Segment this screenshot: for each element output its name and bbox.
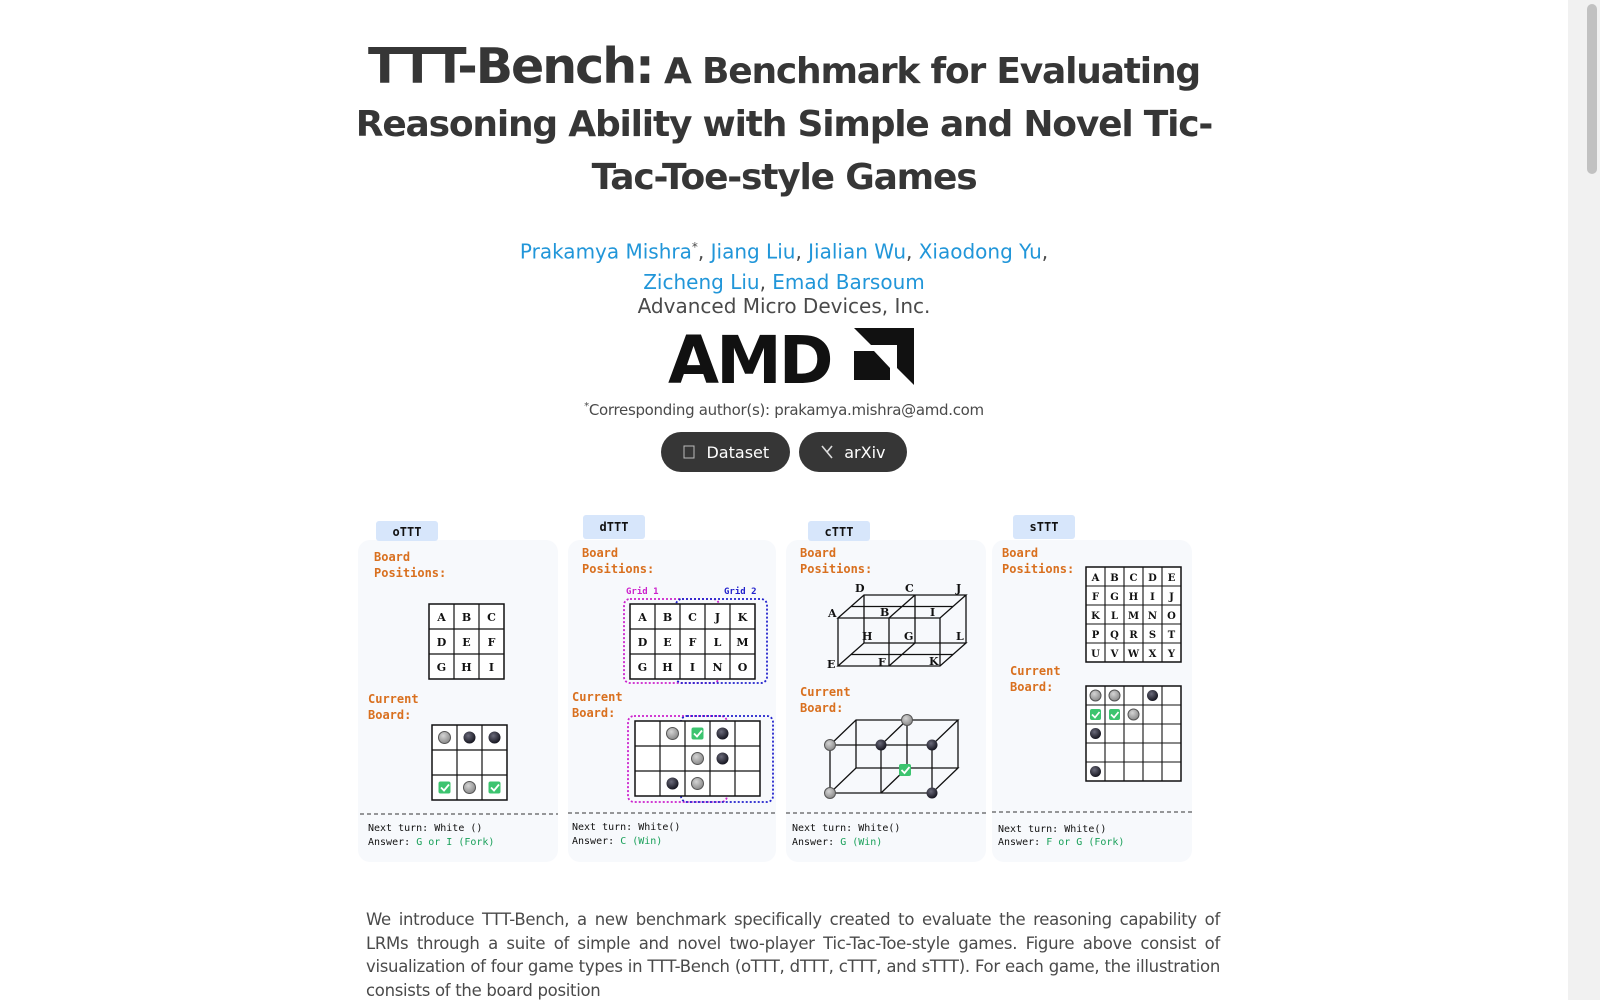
author-link[interactable]: Xiaodong Yu (918, 239, 1042, 264)
label-positions: Positions: (374, 566, 447, 580)
position-label: X (1148, 649, 1157, 660)
logo-text: AMD (668, 328, 831, 388)
svg-text:Board: Board (1002, 546, 1039, 560)
svg-text:I: I (930, 606, 936, 619)
svg-text:E: E (462, 636, 471, 649)
corr-mark: * (584, 401, 589, 412)
game-tag: cTTT (824, 525, 854, 539)
intro-paragraph: We introduce TTT-Bench, a new benchmark specifically created to evaluate the reasoning capability of LRMs through a suite of simple and novel two-player Tic-Tac-Toe-style games. Figure above consist of visualization of four game types in TTT-Bench (oTTT, dTTT, cTTT, and sTTT). For each game, the illustration consists of the board position (366, 910, 1220, 1000)
position-label: Y (1167, 649, 1176, 660)
page-title (350, 40, 1218, 204)
game-tag: sTTT (1029, 520, 1059, 534)
svg-text:D: D (637, 636, 648, 649)
position-label: P (1091, 630, 1100, 641)
svg-text:K: K (737, 611, 748, 624)
arxiv-icon (820, 445, 834, 459)
svg-text:Answer: G (Win): Answer: G (Win) (792, 837, 883, 848)
scrollbar-thumb[interactable] (1587, 4, 1597, 174)
svg-text:G: G (637, 661, 648, 674)
author-link[interactable]: Jialian Wu (808, 239, 907, 264)
link-buttons (0, 432, 1568, 472)
position-label: V (1110, 649, 1119, 660)
author-link[interactable]: Emad Barsoum (772, 269, 925, 294)
svg-text:Grid 1: Grid 1 (626, 587, 659, 597)
position-label: E (1167, 573, 1176, 584)
position-label: R (1129, 630, 1138, 641)
svg-text:M: M (736, 636, 749, 649)
position-label: O (1167, 611, 1176, 622)
svg-text:J: J (956, 582, 962, 595)
svg-text:N: N (712, 661, 723, 674)
position-label: W (1127, 649, 1140, 660)
position-label: U (1091, 649, 1100, 660)
dataset-label: Dataset (706, 442, 770, 462)
svg-text:Board:: Board: (368, 708, 412, 722)
corr-text: Corresponding author(s): prakamya.mishra@amd.com (588, 401, 984, 419)
svg-text:A: A (638, 611, 647, 624)
position-label: K (1091, 611, 1100, 622)
svg-text:J: J (714, 611, 721, 624)
svg-text:E: E (827, 658, 836, 671)
svg-text:Current: Current (572, 690, 623, 704)
position-label: A (1091, 573, 1100, 584)
svg-text:F: F (487, 636, 496, 649)
svg-text:Next turn: White(): Next turn: White() (998, 824, 1107, 835)
corresponding-note (350, 401, 1218, 419)
svg-text:Positions:: Positions: (582, 562, 655, 576)
position-label: S (1148, 630, 1157, 641)
position-label: M (1127, 611, 1140, 622)
svg-text:C: C (688, 611, 697, 624)
author-link[interactable]: Zicheng Liu (643, 269, 760, 294)
position-label: Q (1110, 630, 1119, 641)
panel-sttt (992, 515, 1192, 862)
svg-text:Current: Current (1010, 664, 1061, 678)
author-mark: * (691, 240, 698, 254)
position-label: D (1148, 573, 1157, 584)
svg-text:Positions:: Positions: (1002, 562, 1075, 576)
svg-text:C: C (905, 582, 914, 595)
position-label: J (1169, 592, 1174, 603)
svg-text:D: D (855, 582, 865, 595)
author-link[interactable]: Jiang Liu (710, 239, 796, 264)
position-label: F (1091, 592, 1100, 603)
position-label: H (1128, 592, 1139, 603)
svg-text:I: I (689, 661, 696, 674)
svg-text:Next turn: White(): Next turn: White() (572, 822, 681, 833)
svg-text:Answer: G or I (Fork): Answer: G or I (Fork) (368, 837, 495, 848)
panel-cttt (786, 521, 986, 862)
svg-text:B: B (880, 606, 890, 619)
svg-text:Positions:: Positions: (800, 562, 873, 576)
arxiv-label: arXiv (844, 442, 886, 462)
svg-text:A: A (828, 607, 837, 620)
panel-ottt (358, 521, 558, 862)
svg-text:G: G (904, 630, 914, 643)
position-label: C (1129, 573, 1138, 584)
svg-text:Next turn: White(): Next turn: White() (792, 823, 901, 834)
game-tag: dTTT (599, 520, 629, 534)
affiliation: Advanced Micro Devices, Inc. (637, 294, 931, 318)
svg-text:F: F (878, 656, 886, 669)
title-main: TTT-Bench: (368, 38, 653, 95)
svg-text:D: D (436, 636, 447, 649)
position-label: T (1167, 630, 1176, 641)
svg-text:Current: Current (368, 692, 419, 706)
svg-text:L: L (713, 636, 722, 649)
svg-text:Next turn: White (): Next turn: White () (368, 823, 483, 834)
position-label: L (1110, 611, 1119, 622)
author-link[interactable]: Prakamya Mishra (519, 239, 692, 264)
svg-text:B: B (662, 611, 673, 624)
arxiv-button[interactable] (799, 432, 906, 472)
svg-text:Current: Current (800, 685, 851, 699)
game-tag: oTTT (392, 525, 422, 539)
svg-text:Answer: F or G (Fork): Answer: F or G (Fork) (998, 837, 1125, 848)
svg-text:H: H (862, 630, 873, 643)
svg-text:G: G (436, 661, 447, 674)
position-label: G (1110, 592, 1119, 603)
svg-text:E: E (663, 636, 672, 649)
svg-text:H: H (461, 661, 472, 674)
svg-text:Board: Board (800, 546, 837, 560)
svg-text:H: H (662, 661, 673, 674)
svg-text:L: L (956, 630, 964, 643)
svg-text:Answer: C (Win): Answer: C (Win) (572, 836, 663, 847)
dataset-button[interactable] (661, 432, 790, 472)
position-label: B (1110, 573, 1119, 584)
amd-logo (668, 328, 916, 388)
svg-text:I: I (488, 661, 495, 674)
svg-text:C: C (487, 611, 496, 624)
svg-text:B: B (461, 611, 472, 624)
panel-dttt (568, 515, 776, 862)
position-label: N (1147, 611, 1158, 622)
title-rest: A Benchmark for Evaluating Reasoning Ability with Simple and Novel Tic-Tac-Toe-style Games (355, 51, 1213, 198)
svg-text:Grid 2: Grid 2 (724, 587, 757, 597)
amd-arrow-icon (854, 328, 914, 385)
svg-text:Board:: Board: (572, 706, 616, 720)
dataset-icon (682, 445, 696, 459)
svg-text:K: K (929, 655, 939, 668)
svg-text:A: A (437, 611, 446, 624)
author-list: Prakamya Mishra*, Jiang Liu, Jialian Wu, Xiaodong Yu, Zicheng Liu, Emad Barsoum (519, 239, 1049, 294)
svg-text:Board:: Board: (800, 701, 844, 715)
label-board: Board (374, 550, 411, 564)
svg-text:O: O (737, 661, 748, 674)
svg-text:Board: Board (582, 546, 619, 560)
svg-text:F: F (688, 636, 697, 649)
game-figure (350, 505, 1218, 885)
position-label: I (1150, 592, 1155, 603)
svg-text:Board:: Board: (1010, 680, 1054, 694)
